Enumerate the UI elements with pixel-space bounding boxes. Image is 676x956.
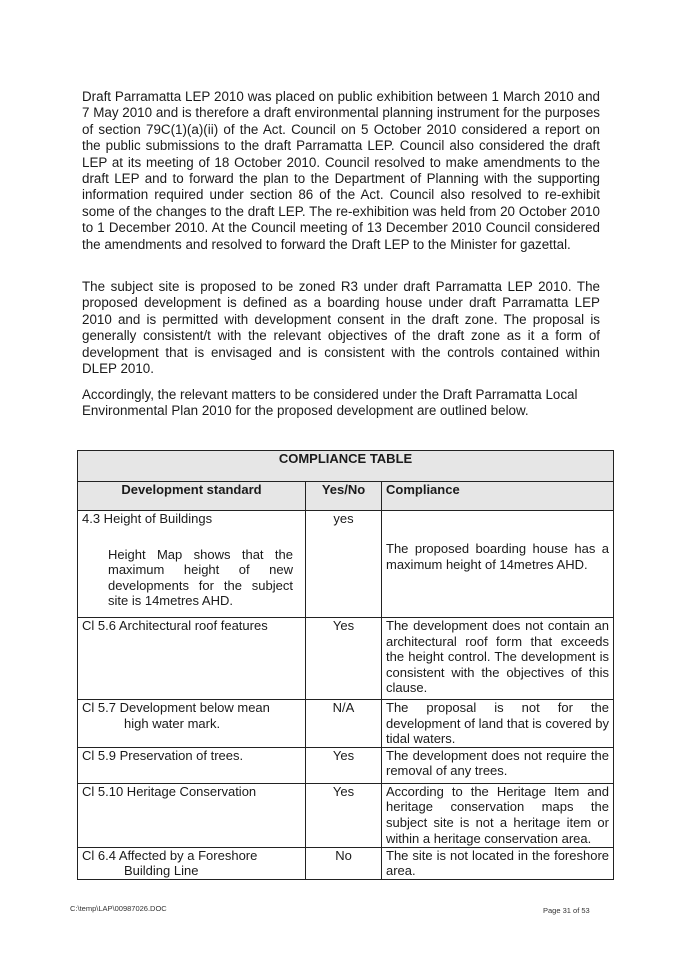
table-row xyxy=(78,511,614,618)
standard-cell: Cl 5.10 Heritage Conservation xyxy=(78,783,306,847)
compliance-cell: The development does not contain an architectural roof form that exceeds the height control. The development is consistent with the objectives of this clause. xyxy=(382,618,614,700)
paragraph-draft-lep-exhibition: Draft Parramatta LEP 2010 was placed on public exhibition between 1 March 2010 and 7 May 2010 and is therefore a draft environmental planning instrument for the purposes of section 79C(1)(a)(ii) of the Act. Council on 5 October 2010 considered a report on the public submissions to the draft Parramatta LEP. Council also considered the draft LEP at its meeting of 18 October 2010. Council resolved to make amendments to the draft LEP and to forward the plan to the Department of Planning with the supporting information required under section 86 of the Act. Council also resolved to re-exhibit some of the changes to the draft LEP. The re-exhibition was held from 20 October 2010 to 1 December 2010. At the Council meeting of 13 December 2010 Council considered the amendments and resolved to forward the Draft LEP to the Minister for gazettal. xyxy=(82,89,600,252)
standard-cell xyxy=(78,511,306,618)
yes-no-cell: N/A xyxy=(306,700,382,748)
standard-line-2: high water mark. xyxy=(124,715,221,731)
table-title-row xyxy=(78,451,614,482)
standard-cell xyxy=(78,847,306,879)
standard-line-2: Building Line xyxy=(124,863,199,879)
yes-no-cell: Yes xyxy=(306,783,382,847)
footer-page-number: Page 31 of 53 xyxy=(543,906,590,915)
standard-detail: Height Map shows that the maximum height of new developments for the subject site is 14metres AHD. xyxy=(108,546,293,609)
compliance-text: The proposed boarding house has a maximum height of 14metres AHD. xyxy=(386,541,609,572)
table-row xyxy=(78,783,614,847)
table-row xyxy=(78,847,614,879)
standard-line-1: Cl 6.4 Affected by a Foreshore xyxy=(82,847,258,863)
standard-cell: Cl 5.9 Preservation of trees. xyxy=(78,747,306,783)
header-yes-no: Yes/No xyxy=(306,482,382,511)
compliance-cell: The development does not require the removal of any trees. xyxy=(382,747,614,783)
table-row xyxy=(78,618,614,700)
standard-line-1: Cl 5.7 Development below mean xyxy=(82,700,270,715)
header-development-standard: Development standard xyxy=(78,482,306,511)
standard-cell: Cl 5.6 Architectural roof features xyxy=(78,618,306,700)
standard-cell xyxy=(78,700,306,748)
table-header-row xyxy=(78,482,614,511)
table-row xyxy=(78,700,614,748)
footer-file-path: C:\temp\LAP\00987026.DOC xyxy=(70,904,167,913)
yes-no-cell: No xyxy=(306,847,382,879)
compliance-cell: The site is not located in the foreshore area. xyxy=(382,847,614,879)
compliance-cell xyxy=(382,511,614,618)
paragraph-relevant-matters: Accordingly, the relevant matters to be considered under the Draft Parramatta Local Environmental Plan 2010 for the proposed development are outlined below. xyxy=(82,387,578,419)
compliance-table xyxy=(77,450,614,880)
table-row xyxy=(78,747,614,783)
compliance-cell: The proposal is not for the development of land that is covered by tidal waters. xyxy=(382,700,614,748)
yes-no-cell: Yes xyxy=(306,747,382,783)
yes-no-cell: Yes xyxy=(306,618,382,700)
paragraph-site-zoning: The subject site is proposed to be zoned R3 under draft Parramatta LEP 2010. The proposed development is defined as a boarding house under draft Parramatta LEP 2010 and is permitted with development consent in the draft zone. The proposal is generally consistent/t with the relevant objectives of the draft zone as it a form of development that is envisaged and is consistent with the controls contained within DLEP 2010. xyxy=(82,279,600,377)
compliance-cell: According to the Heritage Item and heritage conservation maps the subject site is not a heritage item or within a heritage conservation area. xyxy=(382,783,614,847)
table-title: COMPLIANCE TABLE xyxy=(78,451,614,482)
yes-no-cell: yes xyxy=(306,511,382,618)
standard-title: 4.3 Height of Buildings xyxy=(82,511,213,526)
header-compliance: Compliance xyxy=(382,482,614,511)
